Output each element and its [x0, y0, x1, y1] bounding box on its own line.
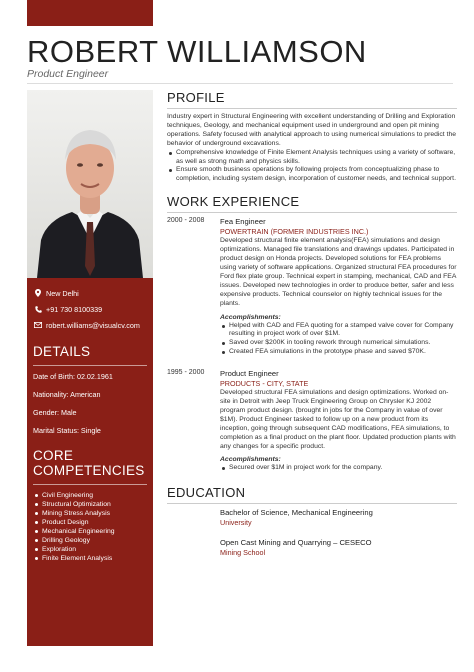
list-item: Created FEA simulations in the prototype phase and saved $70K. — [220, 348, 457, 357]
education-divider — [167, 503, 457, 504]
work-experience-heading: WORK EXPERIENCE — [167, 194, 300, 210]
job-dates: 2000 - 2008 — [167, 217, 205, 225]
profile-bullets — [167, 149, 457, 185]
education-entry — [167, 538, 457, 558]
list-item: Saved over $200K in tooling rework through numerical simulations. — [220, 339, 457, 348]
contact-location — [33, 285, 153, 301]
detail-gender: Gender: Male — [33, 407, 77, 417]
job-company: PRODUCTS - CITY, STATE — [220, 379, 309, 389]
list-item: Product Design — [35, 518, 153, 527]
work-experience-divider — [167, 212, 457, 213]
list-item: Structural Optimization — [35, 500, 153, 509]
job-title: Fea Engineer — [220, 217, 266, 227]
list-item: Ensure smooth business operations by following projects from conceptualizing phase to completion, including system design, incorporation of customer needs, and technical support. — [167, 166, 457, 184]
profile-photo — [27, 90, 153, 278]
phone-icon — [33, 306, 43, 313]
core-heading-line1: CORE — [33, 447, 74, 463]
sidebar — [27, 90, 153, 646]
profile-section — [167, 90, 457, 184]
main-content — [167, 90, 457, 558]
list-item: Exploration — [35, 545, 153, 554]
job-company: POWERTRAIN (FORMER INDUSTRIES INC.) — [220, 227, 369, 237]
contact-info — [27, 278, 153, 333]
header-divider — [27, 83, 453, 84]
education-heading: EDUCATION — [167, 485, 246, 501]
education-school: University — [220, 518, 252, 528]
list-item: Drilling Geology — [35, 536, 153, 545]
accomplishments-heading: Accomplishments: — [220, 313, 281, 321]
envelope-icon — [33, 322, 43, 328]
job-entry — [167, 217, 457, 357]
accomplishments-list — [220, 464, 457, 473]
list-item: Mechanical Engineering — [35, 527, 153, 536]
list-item: Comprehensive knowledge of Finite Element Analysis techniques using a variety of software, as well as strong math and physics skills. — [167, 149, 457, 167]
job-description: Developed structural finite element analysis(FEA) simulations and design optimizations. Managed file translations and drawings updates. Participated in product design on Honda projects. Developed solutions for FEA problems using variety of software applications. Organized structural FEA procedures for Ford flex plate group. Technical expert in stamping, mechanical, CAD and FEA issues. Developed new technologies in order to produce better, safer and less expensive products. Technical counselor on highly technical issues for the plants. — [220, 237, 457, 307]
details-divider — [33, 365, 147, 366]
list-item: Mining Stress Analysis — [35, 509, 153, 518]
education-entry — [167, 508, 457, 528]
job-dates: 1995 - 2000 — [167, 369, 205, 377]
contact-phone — [33, 301, 153, 317]
core-competencies-heading — [33, 449, 153, 479]
contact-email[interactable] — [33, 317, 153, 333]
profile-divider — [167, 108, 457, 109]
detail-nationality: Nationality: American — [33, 389, 101, 399]
education-degree: Bachelor of Science, Mechanical Engineering — [220, 508, 373, 518]
core-divider — [33, 484, 147, 485]
candidate-role: Product Engineer — [27, 68, 109, 80]
contact-location-text: New Delhi — [46, 288, 79, 298]
job-entry — [167, 369, 457, 473]
education-degree: Open Cast Mining and Quarrying – CESECO — [220, 538, 372, 548]
details-heading: DETAILS — [33, 344, 91, 359]
list-item: Finite Element Analysis — [35, 554, 153, 563]
job-description: Developed structural FEA simulations and design optimizations. Worked on-site in Detroit with Jeep Truck Engineering Group on Chrysler KJ 2002 program product design. (brought in jobs for the Company in value of over $1M). Product Engineer tasked to follow up on a new product from its inception, going through subsequent CAD modifications, FEA simulations, to completion as a final product on the plant floor. Updated production plants with any changes for a specific product. — [220, 389, 456, 450]
profile-heading: PROFILE — [167, 90, 225, 105]
candidate-name: ROBERT WILLIAMSON — [27, 34, 367, 69]
header-accent-bar — [27, 0, 153, 26]
education-school: Mining School — [220, 548, 266, 558]
detail-dob: Date of Birth: 02.02.1961 — [33, 371, 113, 381]
job-title: Product Engineer — [220, 369, 279, 379]
work-experience-section — [167, 194, 457, 473]
list-item: Helped with CAD and FEA quoting for a stamped valve cover for Company resulting in project work of over $1M. — [220, 322, 457, 340]
list-item: Civil Engineering — [35, 491, 153, 500]
detail-marital-status: Marital Status: Single — [33, 425, 101, 435]
core-competencies-list — [27, 491, 153, 564]
details-list — [27, 372, 153, 435]
location-pin-icon — [33, 289, 43, 297]
list-item: Secured over $1M in project work for the company. — [220, 464, 457, 473]
core-heading-line2: COMPETENCIES — [33, 462, 145, 478]
profile-summary: Industry expert in Structural Engineering with excellent understanding of Drilling and Exploration techniques, Geology, and mechanical equipment used in underground and open pit mining operations. Safety focused with analytical approach to using numerical simulations to predict the behavior of underground excavations. — [167, 113, 457, 147]
contact-phone-text: +91 730 8100339 — [46, 304, 103, 314]
accomplishments-heading: Accomplishments: — [220, 456, 281, 464]
contact-email-text[interactable]: robert.williams@visualcv.com — [46, 320, 140, 330]
accomplishments-list — [220, 322, 457, 358]
education-section — [167, 485, 457, 558]
